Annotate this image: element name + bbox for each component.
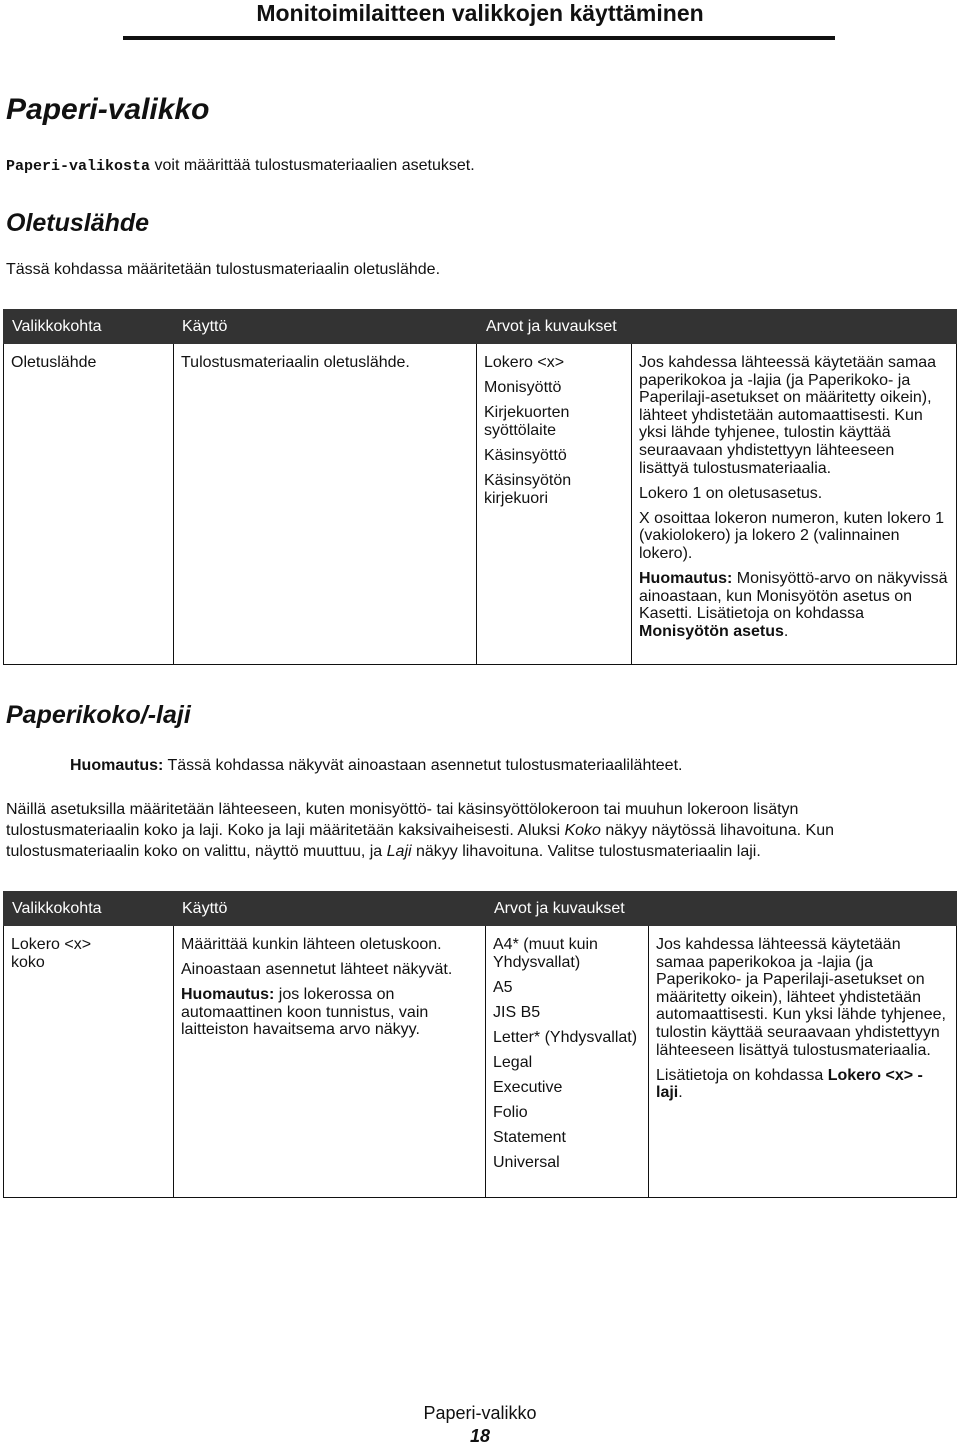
- menu-table-oletuslahde: [3, 309, 957, 665]
- value-item: A5: [493, 978, 513, 996]
- section-heading-oletuslahde: Oletuslähde: [6, 209, 150, 237]
- note-text: Tässä kohdassa näkyvät ainoastaan asennetut tulostusmateriaalilähteet.: [167, 757, 683, 774]
- menu-item-label: Lokero <x> koko: [11, 936, 92, 971]
- column-header: Arvot ja kuvaukset: [486, 892, 957, 926]
- emphasis-koko: Koko: [564, 822, 601, 839]
- value-item: Executive: [493, 1079, 563, 1097]
- paragraph-text: näkyy lihavoituna. Valitse tulostusmateriaalin laji.: [411, 843, 761, 860]
- description-paragraph: Jos kahdessa lähteessä käytetään samaa paperikokoa ja -lajia (ja Paperikoko- ja Paperilaji-asetukset on määritetty oikein), lähteet yhdistetään automaattisesti. Kun yksi lähde tyhjenee, tulostin käyttää seuraavaan yhdistettyyn lähteeseen lisättyä tulostusmateriaalia.: [656, 936, 946, 1059]
- values-cell: [477, 344, 632, 665]
- description-paragraph: X osoittaa lokeron numeron, kuten lokero 1 (vakiolokero) ja lokero 2 (valinnainen lokero).: [639, 509, 945, 562]
- emphasis-laji: Laji: [386, 843, 412, 860]
- description-paragraph: Jos kahdessa lähteessä käytetään samaa paperikokoa ja -lajia (ja Paperikoko- ja Paperilaji-asetukset on määritetty oikein), lähteet yhdistetään automaattisesti. Kun yksi lähde tyhjenee, tulostin käyttää seuraavaan yhdistettyyn lähteeseen lisättyä tulostusmateriaalia.: [639, 354, 937, 477]
- table-header-row: [4, 892, 957, 926]
- value-item: JIS B5: [493, 1003, 541, 1021]
- value-item: A4* (muut kuin Yhdysvallat): [493, 936, 598, 971]
- menu-item-cell: Oletuslähde: [4, 344, 174, 665]
- column-header: Valikkokohta: [4, 892, 174, 926]
- footer-title: Paperi-valikko: [423, 1403, 537, 1423]
- value-item: Universal: [493, 1154, 560, 1172]
- note-label: Huomautus:: [181, 986, 275, 1004]
- value-item: Folio: [493, 1104, 528, 1122]
- cross-reference: Lokero <x> -laji: [656, 1066, 923, 1102]
- description-paragraph: [656, 1067, 948, 1102]
- usage-cell: Tulostusmateriaalin oletuslähde.: [174, 344, 477, 665]
- paragraph-text: näkyy näytössä lihavoituna. Kun tulostusmateriaalin koko on valittu, näyttö muuttuu, ja: [6, 822, 834, 860]
- value-item: Käsinsyötön kirjekuori: [484, 471, 572, 507]
- column-header: Arvot ja kuvaukset: [477, 310, 957, 344]
- table-header-row: [4, 310, 957, 344]
- section-heading-paperikoko: Paperikoko/-laji: [6, 701, 191, 729]
- cross-reference: Monisyötön asetus: [639, 622, 784, 640]
- usage-note: [181, 986, 477, 1039]
- note-end: .: [783, 622, 789, 640]
- table-row: [4, 344, 957, 665]
- description-note: [639, 570, 948, 640]
- intro-text: [6, 156, 475, 177]
- intro-sentence: voit määrittää tulostusmateriaalien asetukset.: [154, 157, 475, 174]
- column-header: Valikkokohta: [4, 310, 174, 344]
- column-header: Käyttö: [174, 892, 486, 926]
- usage-text: Ainoastaan asennetut lähteet näkyvät.: [181, 961, 453, 979]
- reference-text: Lisätietoja on kohdassa: [656, 1066, 824, 1084]
- running-header: Monitoimilaitteen valikkojen käyttäminen: [256, 0, 704, 26]
- value-item: Legal: [493, 1053, 533, 1071]
- note-label: Huomautus:: [639, 570, 733, 588]
- note-text: Monisyöttö-arvo on näkyvissä ainoastaan, kun Monisyötön asetus on Kasetti. Lisätietoja on kohdassa: [639, 570, 948, 623]
- description-paragraph: Lokero 1 on oletusasetus.: [639, 484, 823, 502]
- value-item: Kirjekuorten syöttölaite: [484, 404, 570, 439]
- section-note: [70, 756, 682, 776]
- header-rule: [123, 36, 835, 40]
- column-header: Käyttö: [174, 310, 477, 344]
- value-item: Lokero <x>: [484, 354, 565, 371]
- value-item: Statement: [493, 1129, 566, 1147]
- intro-code: Paperi-valikosta: [6, 158, 151, 175]
- page-number: 18: [469, 1426, 491, 1446]
- page-title: Paperi-valikko: [6, 93, 210, 126]
- value-item: Letter* (Yhdysvallat): [493, 1028, 638, 1046]
- section-paragraph: [6, 799, 906, 862]
- section-description: Tässä kohdassa määritetään tulostusmateriaalin oletuslähde.: [6, 261, 441, 278]
- note-label: Huomautus:: [70, 757, 164, 774]
- description-cell: [649, 926, 957, 1198]
- usage-cell: [174, 926, 486, 1198]
- menu-table-paperikoko: [3, 891, 957, 1198]
- menu-item-cell: [4, 926, 174, 1198]
- values-cell: [486, 926, 649, 1198]
- note-text: jos lokerossa on automaattinen koon tunnistus, vain laitteiston havaitsema arvo näkyy.: [181, 986, 429, 1039]
- reference-end: .: [678, 1084, 683, 1102]
- value-item: Käsinsyöttö: [484, 446, 567, 464]
- usage-text: Määrittää kunkin lähteen oletuskoon.: [181, 936, 442, 953]
- description-cell: [632, 344, 957, 665]
- paragraph-text: Näillä asetuksilla määritetään lähteeseen, kuten monisyöttö- tai käsinsyöttölokeroon tai muuhun lokeroon lisätyn tulostusmateriaalin koko ja laji. Koko ja laji määritetään kaksivaiheisesti. Aluksi: [6, 801, 799, 839]
- table-row: [4, 926, 957, 1198]
- value-item: Monisyöttö: [484, 379, 562, 397]
